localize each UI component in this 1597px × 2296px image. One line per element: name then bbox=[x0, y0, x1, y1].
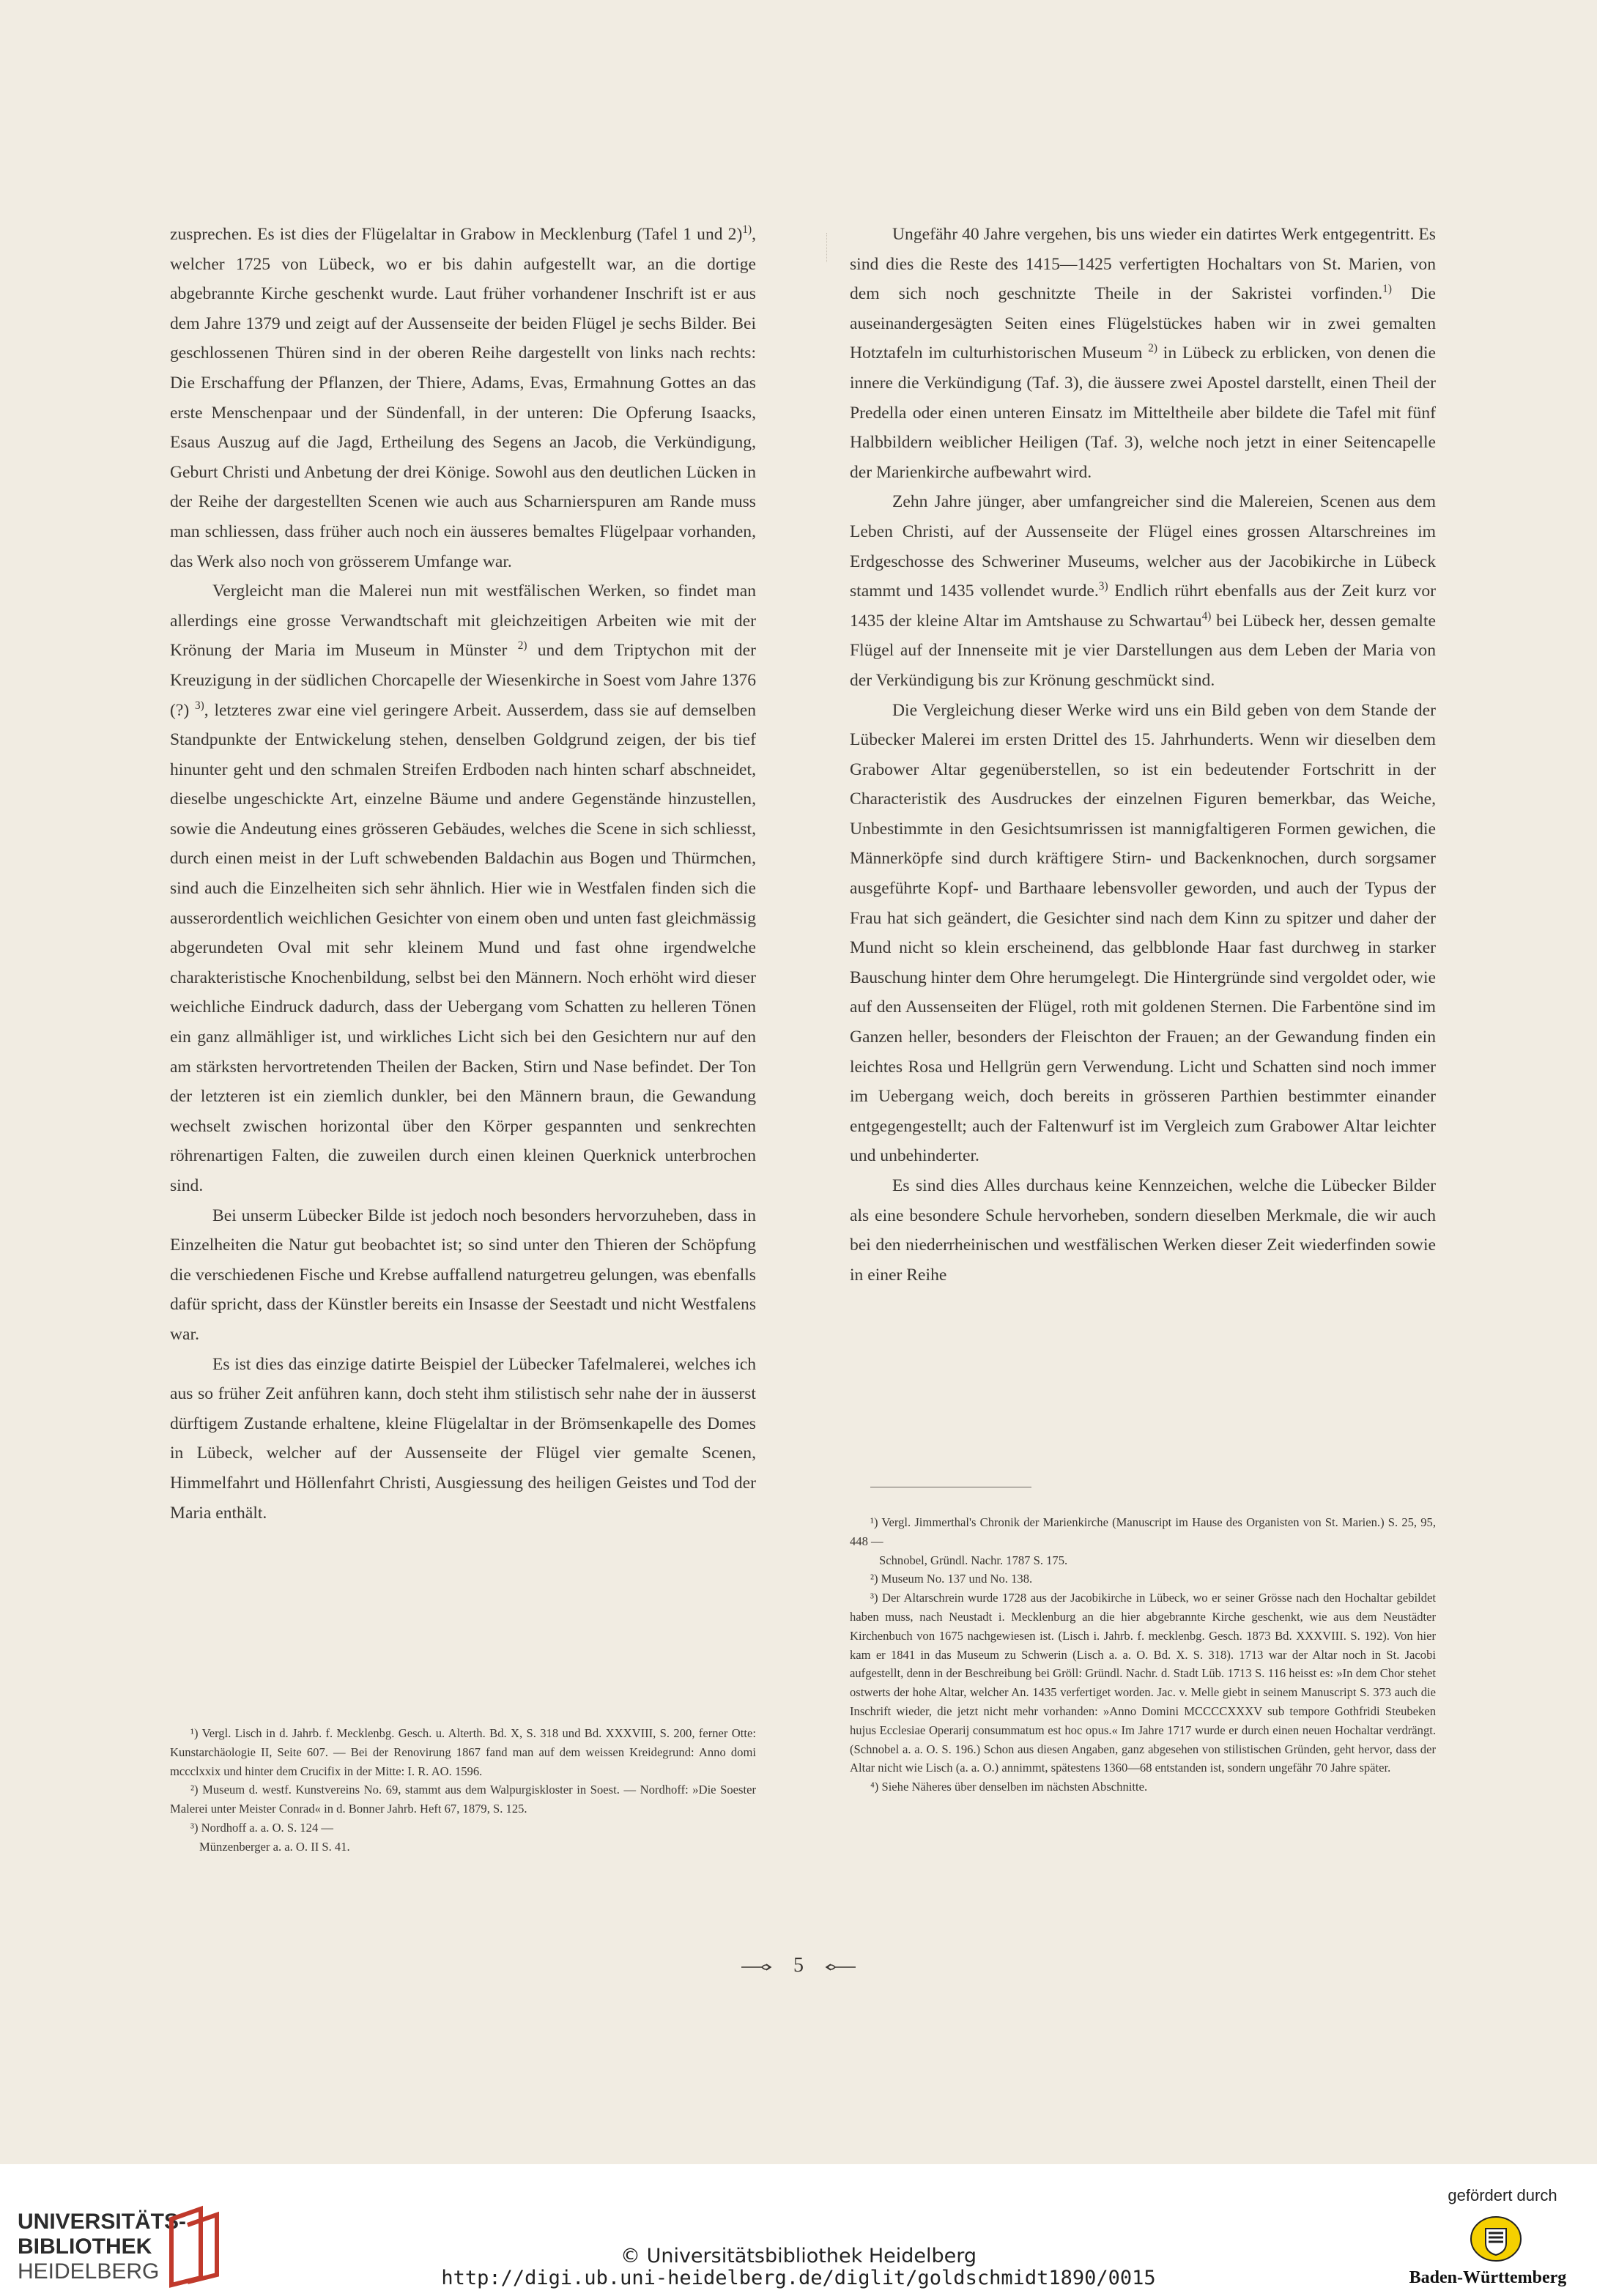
page-number-row bbox=[0, 1954, 1597, 1983]
left-footnotes bbox=[170, 1724, 756, 1857]
footnote: Schnobel, Gründl. Nachr. 1787 S. 175. bbox=[879, 1553, 1068, 1567]
footnote-marker: 2) bbox=[517, 639, 527, 653]
text-run: , letzteres zwar eine viel geringere Arbeit. Ausserdem, dass sie auf demselben Standpunkte der Entwickelung stehen, denselben Goldgrund zeigen, der bis tief hinunter geht und den schmalen Streifen Erdboden nach hinten scharf abschneidet, dieselbe ungeschickte Art, einzelne Bäume und andere Gegenstände hinzustellen, sowie die Andeutung eines grösseren Gebäudes, welches die Scene in sich schliesst, durch einen meist in der Luft schwebenden Baldachin aus Bogen und Thürmchen, sind auch die Einzelheiten sich sehr ähnlich. Hier wie in Westfalen finden sich die ausserordentlich weichlichen Gesichter von einem oben und unten fast gleichmässig abgerundeten Oval mit sehr kleinem Mund und fast ohne irgendwelche charakteristische Knochenbildung, selbst bei den Männern. Noch erhöht wird dieser weichliche Eindruck dadurch, dass der Uebergang vom Schatten zu helleren Tönen ein ganz allmähliger ist, und wirkliches Licht sich bei den Gesichtern nur auf den am stärksten hervortretenden Theilen der Backen, Stirn und Nase befindet. Der Ton der letzteren ist ein ziemlich dunkler, bei den Männern braun, die Gewandung wechselt zwischen horizontal über den Körper gespannten und senkrechten röhrenartigen Falten, die zuweilen durch einen kleinen Querknick unterbrochen sind. bbox=[170, 700, 756, 1195]
left-ornament-icon bbox=[740, 1962, 774, 1972]
footnote-marker: 2) bbox=[1148, 342, 1157, 355]
library-name-line: BIBLIOTHEK bbox=[18, 2234, 152, 2259]
paragraph bbox=[170, 576, 756, 1200]
funder-name: Baden-Württemberg bbox=[1409, 2268, 1567, 2287]
footnote-marker: 4) bbox=[1201, 609, 1212, 623]
footnote-marker: 3) bbox=[1098, 580, 1108, 593]
footnote-marker: 1) bbox=[742, 223, 752, 237]
footnote: ¹) Vergl. Jimmerthal's Chronik der Marienkirche (Manuscript im Hause des Organisten von St. Marien.) S. 25, 95, 448 — bbox=[850, 1515, 1436, 1548]
paragraph: Die Vergleichung dieser Werke wird uns ein Bild geben von dem Stande der Lübecker Malerei im ersten Drittel des 15. Jahrhunderts. Wenn wir dieselben dem Grabower Altar gegenüberstellen, so ist ein bedeutender Fortschritt in der Characteristik des Ausdruckes der einzelnen Figuren bemerkbar, das Weiche, Unbestimmte in den Gesichtsumrissen ist mannigfaltigeren Formen gewichen, die Männerköpfe sind durch kräftigere Stirn- und Backenknochen, durch sorgsamer ausgeführte Kopf- und Barthaare lebensvoller geworden, und auch der Typus der Frau hat sich geändert, die Gesichter sind nach dem Kinn zu spitzer und daher der Mund nicht so klein erscheinend, das gelbblonde Haar fast durchweg in starker Bauschung hinter dem Ohre herumgelegt. Die Hintergründe sind vergoldet oder, wie auf den Aussenseiten der Flügel, roth mit goldenen Sternen. Die Farbentöne sind im Ganzen heller, besonders der Fleischton der Frauen; an der Gewandung finden ein leichtes Rosa und Hellgrün gern Verwendung. Licht und Schatten sind noch immer im Uebergang weich, doch bereits in grösseren Parthien bestimmter einander entgegengestellt; auch der Faltenwurf ist im Vergleich zum Grabower Altar leichter und unbehinderter. bbox=[850, 700, 1436, 1166]
text-run: , welcher 1725 von Lübeck, wo er bis dahin aufgestellt war, an die dortige abgebrannte Kirche geschenkt wurde. Laut früher vorhandener Inschrift ist er aus dem Jahre 1379 und zeigt auf der Aussenseite der beiden Flügel je sechs Bilder. Bei geschlossenen Thüren sind in der oberen Reihe dargestellt von links nach rechts: Die Erschaffung der Pflanzen, der Thiere, Adams, Evas, Ermahnung Gottes an das erste Menschenpaar und der Sündenfall, in der unteren: Die Opferung Isaacks, Esaus Auszug auf die Jagd, Ertheilung des Segens an Jacob, die Verkündigung, Geburt Christi und Anbetung der drei Könige. Sowohl aus den deutlichen Lücken in der Reihe der dargestellten Scenen wie auch aus Scharnierspuren am Rande muss man schliessen, dass früher auch noch ein äusseres bemaltes Flügelpaar vorhanden, das Werk also noch von grösserem Umfange war. bbox=[170, 225, 756, 571]
text-run: Ungefähr 40 Jahre vergehen, bis uns wieder ein datirtes Werk entgegentritt. Es sind dies die Reste des 1415—1425 verfertigten Hochaltars von St. Marien, von dem sich noch geschnitzte Theile in der Sakristei vorfinden. bbox=[850, 225, 1436, 304]
footnote: ¹) Vergl. Lisch in d. Jahrb. f. Mecklenbg. Gesch. u. Alterth. Bd. X, S. 318 und Bd. XXXVIII, S. 200, ferner Otte: Kunstarchäologie II, Seite 607. — Bei der Renovirung 1867 fand man auf dem weissen Kreidegrund: Anno domi mccclxxix und hinter dem Crucifix in der Mitte: I. R. AO. 1596. bbox=[170, 1726, 756, 1778]
paragraph bbox=[850, 487, 1436, 695]
paragraph: Es ist dies das einzige datirte Beispiel der Lübecker Tafelmalerei, welches ich aus so früher Zeit anführen kann, doch steht ihm stilistisch sehr nahe der in äusserst dürftigem Zustande erhaltene, kleine Flügelaltar in der Brömsenkapelle des Domes in Lübeck, welcher auf der Aussenseite der Flügel vier gemalte Scenen, Himmelfahrt und Höllenfahrt Christi, Ausgiessung des heiligen Geistes und Tod der Maria enthält. bbox=[170, 1354, 756, 1523]
text-run: Endlich rührt ebenfalls aus der Zeit kurz vor 1435 der kleine Altar im Amtshause zu Schwartau bbox=[850, 582, 1437, 631]
copyright-text: © Universitätsbibliothek Heidelberg bbox=[620, 2245, 977, 2267]
page-number: 5 bbox=[793, 1954, 804, 1977]
footnote: ³) Nordhoff a. a. O. S. 124 — bbox=[190, 1820, 334, 1835]
footnote: ²) Museum No. 137 und No. 138. bbox=[870, 1572, 1033, 1586]
text-run: und dem Triptychon mit der Kreuzigung in der südlichen Chorcapelle der Wiesenkirche in Soest vom Jahre 1376 (?) bbox=[170, 641, 756, 720]
paragraph: Bei unserm Lübecker Bilde ist jedoch noch besonders hervorzuheben, dass in Einzelheiten die Natur gut beobachtet ist; so sind unter den Thieren der Schöpfung die verschiedenen Fische und Krebse auffallend naturgetreu gelungen, was ebenfalls dafür spricht, dass der Künstler bereits ein Insasse der Seestadt und nicht Westfalens war. bbox=[170, 1205, 756, 1344]
right-ornament-icon bbox=[823, 1962, 857, 1972]
text-run: bei Lübeck her, dessen gemalte Flügel auf der Innenseite mit je vier Darstellungen aus dem Leben der Maria von der Verkündigung bis zur Krönung geschmückt sind. bbox=[850, 611, 1436, 690]
footnote: ⁴) Siehe Näheres über denselben im nächsten Abschnitte. bbox=[870, 1780, 1148, 1794]
funded-by-label: gefördert durch bbox=[1448, 2186, 1557, 2204]
text-run: zusprechen. Es ist dies der Flügelaltar in Grabow in Mecklenburg (Tafel 1 und 2) bbox=[170, 225, 743, 244]
footnote-marker: 1) bbox=[1382, 283, 1392, 296]
text-run: in Lübeck zu erblicken, von denen die innere die Verkündigung (Taf. 3), die äussere zwei Apostel darstellt, einen Theil der Predella oder einen unteren Einsatz im Mitteltheile aber bildete die Tafel mit fünf Halbbildern weiblicher Heiligen (Taf. 3), welche noch jetzt in einer Seitencapelle der Marienkirche aufbewahrt wird. bbox=[850, 343, 1436, 482]
right-footnotes bbox=[850, 1513, 1436, 1797]
library-name-line: HEIDELBERG bbox=[18, 2259, 160, 2284]
footer-bar bbox=[0, 2164, 1597, 2296]
footnote-marker: 3) bbox=[194, 699, 204, 712]
right-column bbox=[850, 220, 1436, 1290]
left-column bbox=[170, 220, 756, 1528]
paragraph bbox=[850, 220, 1436, 487]
baden-wuerttemberg-crest-icon bbox=[1467, 2213, 1525, 2265]
source-url-link[interactable]: http://digi.ub.uni-heidelberg.de/diglit/goldschmidt1890/0015 bbox=[441, 2267, 1156, 2289]
library-name-line: UNIVERSITÄTS- bbox=[18, 2210, 187, 2234]
footnote: ³) Der Altarschrein wurde 1728 aus der Jacobikirche in Lübeck, wo er seiner Grösse nach den Hochaltar gebildet haben muss, nach Neustadt i. Mecklenburg an die hier abgebrannte Kirche geschenkt, wie aus dem Neustädter Kirchenbuch von 1675 nachgewiesen ist. (Lisch i. Jahrb. f. mecklenbg. Gesch. 1873 Bd. XXXVIII. S. 192). Von hier kam er 1841 in das Museum zu Schwerin (Lisch a. a. O. Bd. X. S. 318). 1713 war der Altar noch in St. Jacobi aufgestellt, denn in der Beschreibung bei Gröll: Gründl. Nachr. d. Stadt Lüb. 1713 S. 116 heisst es: »In dem Chor stehet ostwerts der hohe Altar, welcher An. 1435 verfertiget worden. Jac. v. Melle giebt in seinem Manuscript S. 373 auch die Inschrift wieder, die jetzt nicht mehr vorhanden: »Anno Domini MCCCCXXXV sub tempore Gothfridi Steubeken hujus Ecclesiae Operarij consummatum est hoc opus.« Im Jahre 1717 wurde er durch einen neuen Hochaltar verdrängt. (Schnobel a. a. O. S. 196.) Schon aus diesen Angaben, ganz abgesehen von stilistischen Gründen, geht hervor, dass der Altar nicht wie Lisch (a. a. O.) annimmt, spätestens 1360—68 entstanden ist, sondern ungefähr 70 Jahre später. bbox=[850, 1591, 1436, 1775]
paragraph bbox=[170, 220, 756, 576]
text-run: Zehn Jahre jünger, aber umfangreicher sind die Malereien, Scenen aus dem Leben Christi, auf der Aussenseite der Flügel eines grossen Altarschreines im Erdgeschosse des Schweriner Museums, welcher aus der Jacobikirche in Lübeck stammt und 1435 vollendet wurde. bbox=[850, 492, 1436, 601]
paragraph: Es sind dies Alles durchaus keine Kennzeichen, welche die Lübecker Bilder als eine besondere Schule hervorheben, sondern dieselben Merkmale, die wir auch bei den niederrheinischen und westfälischen Werken dieser Zeit wiederfinden sowie in einer Reihe bbox=[850, 1176, 1436, 1285]
footnote: Münzenberger a. a. O. II S. 41. bbox=[199, 1839, 350, 1854]
text-run: Vergleicht man die Malerei nun mit westfälischen Werken, so findet man allerdings eine grosse Verwandtschaft mit gleichzeitigen Arbeiten wie mit der Krönung der Maria im Museum in Münster bbox=[170, 582, 756, 661]
text-run: Die auseinandergesägten Seiten eines Flügelstückes haben wir in zwei gemalten Hotztafeln im culturhistorischen Museum bbox=[850, 284, 1437, 363]
footnote: ²) Museum d. westf. Kunstvereins No. 69, stammt aus dem Walpurgiskloster in Soest. — Nordhoff: »Die Soester Malerei unter Meister Conrad« in d. Bonner Jahrb. Heft 67, 1879, S. 125. bbox=[170, 1783, 756, 1816]
column-divider bbox=[826, 233, 827, 262]
